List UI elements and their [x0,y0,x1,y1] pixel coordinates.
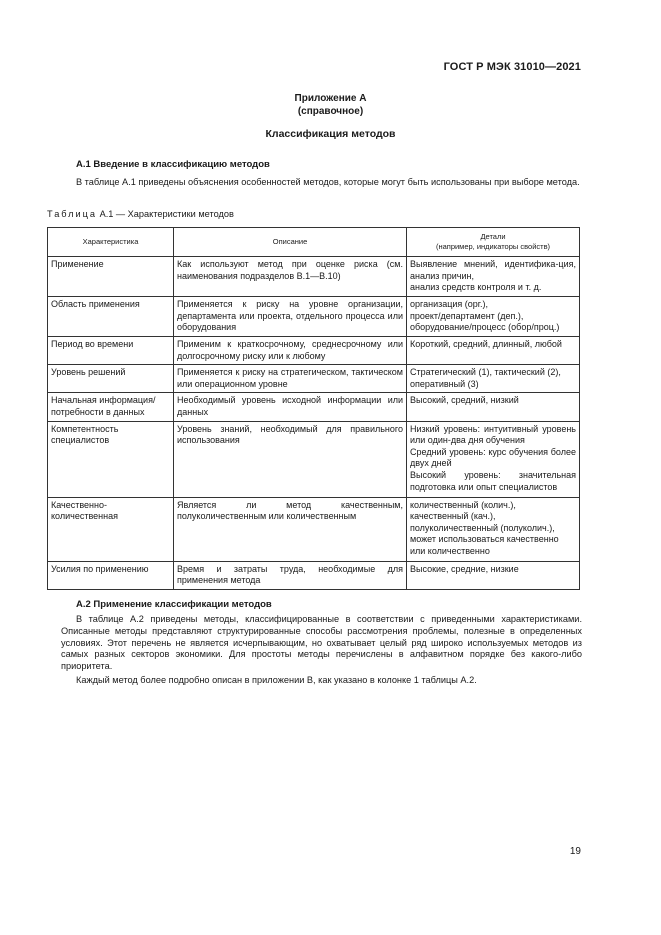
appendix-title: Приложение А [294,93,367,104]
row-characteristic: Период во времени [48,337,174,365]
row-description: Применим к краткосрочному, среднесрочному или долгосрочному риску или к любому [174,337,407,365]
subsection-a2-paragraph-2: Каждый метод более подробно описан в приложении В, как указано в колонке 1 таблицы А.2. [76,675,477,685]
header-details-line2: (например, индикаторы свойств) [435,242,551,251]
row-details [407,257,580,297]
row-details-line: Выявление мнений, идентифика-ция, анализ причин, [410,259,576,281]
appendix-subtitle: (справочное) [297,106,364,117]
header-description: Описание [174,228,407,257]
table-row [48,365,580,393]
row-details-line: Короткий, средний, длинный, любой [410,339,562,349]
subsection-a2-paragraph: В таблице А.2 приведены методы, классифицированные в соответствии с приведенными характеристиками. Описанные методы представляют структурированные способы рассмотрения проблемы, полезные в определенных условиях. Этот перечень не является исчерпывающим, но охватывает целый ряд широко используемых методов из самых разных секторов экономики. Для простоты методы перечислены в алфавитном порядке без какого-либо приоритета. [61,614,582,672]
row-characteristic: Область применения [48,297,174,337]
table-caption-label: Таблица [47,209,98,219]
row-description: Применяется к риску на уровне организации, департамента или проекта, отдельного процесса или оборудования [174,297,407,337]
subsection-a1-heading: А.1 Введение в классификацию методов [76,159,270,170]
row-description: Необходимый уровень исходной информации или данных [174,393,407,421]
row-details [407,365,580,393]
row-description: Уровень знаний, необходимый для правильного использования [174,421,407,497]
table-row [48,337,580,365]
row-characteristic: Усилия по применению [48,561,174,589]
row-details-line: Высокий уровень: значительная подготовка или опыт специалистов [410,469,576,492]
row-details-line: Высокие, средние, низкие [410,563,519,574]
row-characteristic: Начальная информация/потребности в данных [48,393,174,421]
row-characteristic: Качественно-количественная [48,497,174,561]
row-details [407,561,580,589]
row-details-line: оборудование/процесс (обор/проц.) [410,322,560,333]
table-row [48,421,580,497]
row-details-line: Средний уровень: курс обучения более двух дней [410,446,576,469]
row-details-line: количественный (колич.), [410,499,516,510]
header-details-line1: Детали [480,232,506,241]
header-characteristic: Характеристика [48,228,174,257]
row-characteristic: Применение [48,257,174,297]
row-description: Время и затраты труда, необходимые для применения метода [174,561,407,589]
row-characteristic: Уровень решений [48,365,174,393]
row-details-line: организация (орг.), [410,299,488,309]
table-row [48,393,580,421]
row-details [407,337,580,365]
row-details [407,497,580,561]
table-row [48,497,580,561]
table-header-row [48,228,580,257]
row-description: Является ли метод качественным, полуколичественным или количественным [174,497,407,561]
subsection-a2-heading: А.2 Применение классификации методов [76,599,272,610]
row-details-line: качественный (кач.), [410,511,496,522]
row-details-line: Низкий уровень: интуитивный уровень или один-два дня обучения [410,423,576,446]
row-details [407,297,580,337]
subsection-a1-paragraph: В таблице А.1 приведены объяснения особенностей методов, которые могут быть использованы при выборе метода. [76,177,580,187]
characteristics-table [47,227,580,590]
table-caption-text: А.1 — Характеристики методов [97,209,234,219]
row-details [407,393,580,421]
section-title: Классификация методов [265,128,396,140]
row-details [407,421,580,497]
header-details [407,228,580,257]
table-caption [47,209,234,219]
row-characteristic: Компетентность специалистов [48,421,174,497]
row-details-line: может использоваться качественно или количественно [410,534,559,556]
row-details-line: Высокий, средний, низкий [410,395,519,406]
appendix-heading [0,92,661,118]
row-description: Как используют метод при оценке риска (см. наименования подразделов В.1—В.10) [174,257,407,297]
standard-header: ГОСТ Р МЭК 31010—2021 [443,61,581,73]
table-row [48,297,580,337]
row-details-line: Стратегический (1), тактический (2), оперативный (3) [410,367,561,389]
table-row [48,561,580,589]
page-number: 19 [569,846,581,857]
row-details-line: анализ средств контроля и т. д. [410,282,542,293]
row-details-line: полуколичественный (полуколич.), [410,522,555,533]
table-row [48,257,580,297]
row-description: Применяется к риску на стратегическом, тактическом или операционном уровне [174,365,407,393]
row-details-line: проект/департамент (деп.), [410,310,524,321]
